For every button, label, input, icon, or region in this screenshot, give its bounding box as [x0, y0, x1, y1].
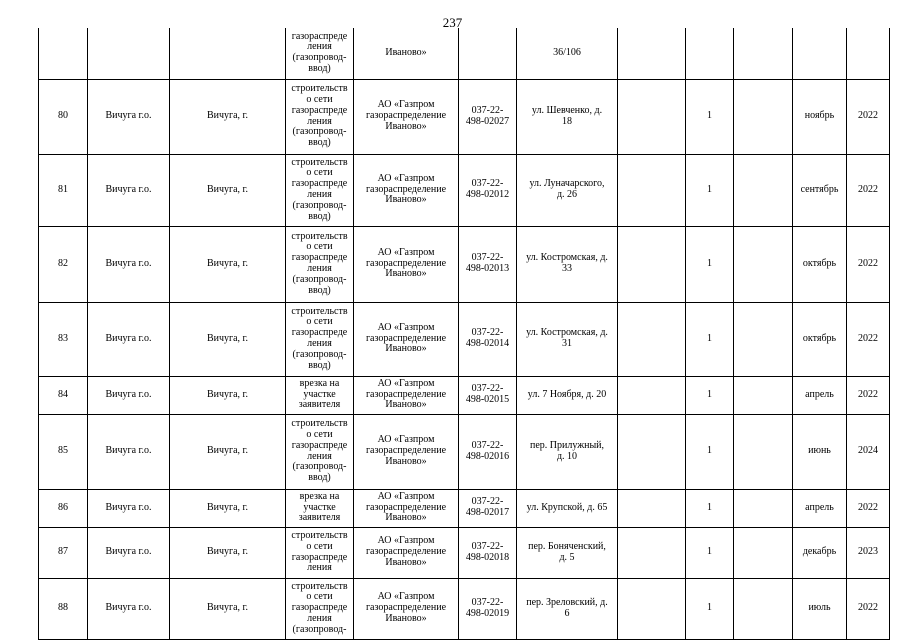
month-cell: декабрь	[793, 527, 847, 578]
blank-cell	[618, 527, 686, 578]
permit-code-cell-line: 037-22-	[471, 104, 504, 116]
blank-cell	[734, 154, 793, 226]
row-number-cell: 84	[39, 376, 88, 414]
organization-cell-line: газораспределение	[365, 332, 447, 344]
address-cell	[517, 527, 618, 578]
work-type-cell-line: ления	[307, 562, 332, 574]
permit-code-cell	[459, 28, 517, 79]
permit-code-cell	[459, 79, 517, 154]
work-type-cell-line: (газопровод-	[292, 623, 347, 635]
work-type-cell-line: газораспреде	[291, 551, 348, 563]
blank-cell	[734, 226, 793, 302]
organization-cell-line: газораспределение	[365, 501, 447, 513]
work-type-cell-line: строительств	[291, 580, 348, 592]
address-cell	[517, 302, 618, 376]
work-type-cell-line: газораспреде	[291, 30, 348, 42]
work-type-cell	[286, 414, 354, 489]
year-cell: 2024	[847, 414, 890, 489]
row-number-cell: 86	[39, 489, 88, 527]
work-type-cell-line: строительств	[291, 529, 348, 541]
address-cell-line: ул. Костромская, д.	[526, 252, 608, 264]
organization-cell-line: АО «Газпром	[377, 591, 435, 603]
row-number-cell: 85	[39, 414, 88, 489]
year-cell: 2023	[847, 527, 890, 578]
organization-cell	[354, 489, 459, 527]
settlement-cell: Вичуга, г.	[170, 79, 286, 154]
year-cell: 2022	[847, 154, 890, 226]
permit-code-cell	[459, 302, 517, 376]
permit-code-cell-line: 498-02027	[465, 115, 510, 127]
permit-code-cell-line: 498-02015	[465, 394, 510, 405]
organization-cell	[354, 376, 459, 414]
year-cell: 2022	[847, 226, 890, 302]
table-row	[39, 489, 890, 527]
blank-cell	[734, 28, 793, 79]
work-type-cell	[286, 226, 354, 302]
work-type-cell-line: газораспреде	[291, 439, 348, 451]
work-type-cell-line: газораспреде	[291, 178, 348, 190]
permit-code-cell-line: 037-22-	[471, 596, 504, 608]
quantity-cell: 1	[686, 414, 734, 489]
row-number-cell	[39, 28, 88, 79]
row-number-cell: 82	[39, 226, 88, 302]
permit-code-cell	[459, 578, 517, 639]
work-type-cell-line: заявителя	[298, 399, 341, 411]
organization-cell	[354, 28, 459, 79]
district-cell: Вичуга г.о.	[88, 154, 170, 226]
quantity-cell: 1	[686, 489, 734, 527]
work-type-cell-line: ввод)	[308, 359, 331, 371]
month-cell: октябрь	[793, 226, 847, 302]
address-cell	[517, 154, 618, 226]
settlement-cell: Вичуга, г.	[170, 527, 286, 578]
district-cell: Вичуга г.о.	[88, 578, 170, 639]
address-cell-line: 36/106	[553, 46, 581, 58]
work-type-cell	[286, 527, 354, 578]
work-type-cell-line: ления	[307, 41, 332, 53]
year-cell: 2022	[847, 79, 890, 154]
month-cell: апрель	[793, 489, 847, 527]
organization-cell-line: газораспределение	[365, 546, 447, 558]
quantity-cell: 1	[686, 527, 734, 578]
work-type-cell-line: ввод)	[308, 472, 331, 484]
row-number-cell: 88	[39, 578, 88, 639]
work-type-cell-line: ввод)	[308, 137, 331, 149]
organization-cell-line: АО «Газпром	[377, 490, 435, 502]
permit-code-cell-line: 037-22-	[471, 252, 504, 264]
work-type-cell	[286, 489, 354, 527]
table-row	[39, 527, 890, 578]
work-type-cell-line: газораспреде	[291, 252, 348, 264]
table-row	[39, 302, 890, 376]
organization-cell-line: газораспределение	[365, 388, 447, 400]
organization-cell-line: Иваново»	[385, 512, 427, 524]
work-type-cell-line: о сети	[306, 241, 333, 253]
permit-code-cell-line: 037-22-	[471, 496, 504, 508]
address-cell-line: пер. Прилужный,	[529, 439, 605, 451]
work-type-cell-line: (газопровод-	[292, 199, 347, 211]
blank-cell	[618, 226, 686, 302]
organization-cell	[354, 578, 459, 639]
month-cell: сентябрь	[793, 154, 847, 226]
organization-cell-line: АО «Газпром	[377, 172, 435, 184]
blank-cell	[734, 489, 793, 527]
work-type-cell	[286, 578, 354, 639]
quantity-cell: 1	[686, 154, 734, 226]
row-number-cell: 83	[39, 302, 88, 376]
address-cell-line: 18	[562, 115, 572, 127]
page-number: 237	[442, 15, 463, 30]
work-type-cell-line: ления	[307, 263, 332, 274]
work-type-cell-line: ввод)	[308, 63, 331, 75]
work-type-cell-line: строительств	[291, 156, 348, 168]
organization-cell-line: Иваново»	[385, 455, 427, 467]
permit-code-cell-line: 037-22-	[471, 178, 504, 190]
settlement-cell: Вичуга, г.	[170, 414, 286, 489]
address-cell-line: ул. Луначарского,	[529, 178, 605, 190]
district-cell: Вичуга г.о.	[88, 376, 170, 414]
row-number-cell: 80	[39, 79, 88, 154]
organization-cell-line: АО «Газпром	[377, 535, 435, 547]
blank-cell	[618, 79, 686, 154]
district-cell: Вичуга г.о.	[88, 414, 170, 489]
address-cell-line: пер. Боняченский,	[528, 540, 606, 552]
work-type-cell	[286, 28, 354, 79]
blank-cell	[734, 414, 793, 489]
district-cell: Вичуга г.о.	[88, 527, 170, 578]
work-type-cell-line: о сети	[306, 428, 333, 440]
organization-cell-line: газораспределение	[365, 183, 447, 195]
year-cell: 2022	[847, 302, 890, 376]
organization-cell-line: газораспределение	[365, 602, 447, 614]
organization-cell-line: Иваново»	[385, 399, 427, 411]
table-row	[39, 578, 890, 639]
work-type-cell-line: врезка на	[299, 490, 340, 502]
work-type-cell-line: ления	[307, 612, 332, 624]
organization-cell-line: Иваново»	[385, 556, 427, 568]
work-type-cell	[286, 376, 354, 414]
permit-code-cell	[459, 414, 517, 489]
address-cell-line: ул. Шевченко, д.	[531, 104, 603, 116]
address-cell-line: 33	[562, 263, 572, 274]
permit-code-cell	[459, 527, 517, 578]
address-cell-line: ул. Крупской, д. 65	[526, 501, 608, 513]
blank-cell	[618, 489, 686, 527]
work-type-cell-line: о сети	[306, 167, 333, 179]
table-row	[39, 376, 890, 414]
address-cell	[517, 79, 618, 154]
organization-cell-line: газораспределение	[365, 445, 447, 457]
month-cell: октябрь	[793, 302, 847, 376]
permit-code-cell-line: 037-22-	[471, 540, 504, 552]
table-row	[39, 79, 890, 154]
work-type-cell-line: ления	[307, 115, 332, 127]
blank-cell	[618, 154, 686, 226]
blank-cell	[618, 302, 686, 376]
permit-code-cell-line: 498-02012	[465, 189, 510, 200]
table-row	[39, 28, 890, 79]
month-cell: апрель	[793, 376, 847, 414]
work-type-cell-line: участке	[303, 388, 336, 400]
address-cell-line: 31	[562, 338, 572, 349]
year-cell: 2022	[847, 578, 890, 639]
table-row	[39, 414, 890, 489]
work-type-cell-line: ления	[307, 189, 332, 200]
quantity-cell: 1	[686, 376, 734, 414]
work-type-cell-line: о сети	[306, 591, 333, 603]
work-type-cell-line: строительств	[291, 230, 348, 242]
quantity-cell: 1	[686, 226, 734, 302]
permit-code-cell	[459, 489, 517, 527]
blank-cell	[734, 527, 793, 578]
organization-cell-line: Иваново»	[385, 612, 427, 624]
blank-cell	[734, 578, 793, 639]
work-type-cell-line: (газопровод-	[292, 348, 347, 360]
work-type-cell	[286, 154, 354, 226]
settlement-cell: Вичуга, г.	[170, 376, 286, 414]
permit-code-cell-line: 498-02013	[465, 263, 510, 274]
work-type-cell-line: газораспреде	[291, 104, 348, 116]
address-cell-line: ул. 7 Ноября, д. 20	[527, 388, 607, 400]
blank-cell	[618, 376, 686, 414]
permit-code-cell-line: 498-02019	[465, 607, 510, 619]
settlement-cell: Вичуга, г.	[170, 489, 286, 527]
work-type-cell-line: участке	[303, 501, 336, 513]
work-type-cell-line: ввод)	[308, 284, 331, 296]
permit-code-cell-line: 498-02017	[465, 507, 510, 518]
permit-code-cell	[459, 154, 517, 226]
quantity-cell: 1	[686, 302, 734, 376]
quantity-cell: 1	[686, 79, 734, 154]
permit-code-cell-line: 037-22-	[471, 383, 504, 395]
organization-cell-line: АО «Газпром	[377, 377, 435, 389]
organization-cell	[354, 226, 459, 302]
organization-cell-line: Иваново»	[385, 343, 427, 355]
settlement-cell	[170, 28, 286, 79]
district-cell: Вичуга г.о.	[88, 489, 170, 527]
row-number-cell: 87	[39, 527, 88, 578]
organization-cell	[354, 414, 459, 489]
work-type-cell-line: строительств	[291, 418, 348, 430]
organization-cell-line: Иваново»	[385, 120, 427, 132]
quantity-cell: 1	[686, 578, 734, 639]
work-type-cell-line: ления	[307, 338, 332, 349]
address-cell-line: д. 26	[556, 189, 578, 200]
address-cell	[517, 578, 618, 639]
address-cell-line: пер. Зреловский, д.	[526, 596, 608, 608]
work-type-cell	[286, 79, 354, 154]
work-type-cell-line: ввод)	[308, 210, 331, 222]
year-cell: 2022	[847, 489, 890, 527]
organization-cell-line: АО «Газпром	[377, 246, 435, 258]
organization-cell	[354, 527, 459, 578]
table-row	[39, 154, 890, 226]
work-type-cell-line: врезка на	[299, 377, 340, 389]
address-cell-line: 6	[564, 607, 570, 619]
district-cell: Вичуга г.о.	[88, 302, 170, 376]
organization-cell-line: Иваново»	[385, 268, 427, 280]
work-type-cell-line: (газопровод-	[292, 461, 347, 473]
address-cell	[517, 376, 618, 414]
work-type-cell-line: о сети	[306, 316, 333, 328]
settlement-cell: Вичуга, г.	[170, 226, 286, 302]
district-cell	[88, 28, 170, 79]
table-row	[39, 226, 890, 302]
organization-cell-line: Иваново»	[385, 194, 427, 206]
permit-code-cell	[459, 376, 517, 414]
organization-cell-line: газораспределение	[365, 257, 447, 269]
work-type-cell-line: строительств	[291, 305, 348, 317]
organization-cell-line: Иваново»	[385, 46, 427, 58]
address-cell	[517, 414, 618, 489]
work-type-cell-line: о сети	[306, 93, 333, 105]
month-cell	[793, 28, 847, 79]
blank-cell	[734, 302, 793, 376]
work-type-cell-line: заявителя	[298, 512, 341, 524]
permit-code-cell-line: 037-22-	[471, 327, 504, 339]
work-type-cell-line: газораспреде	[291, 602, 348, 614]
settlement-cell: Вичуга, г.	[170, 578, 286, 639]
year-cell: 2022	[847, 376, 890, 414]
organization-cell	[354, 302, 459, 376]
work-type-cell-line: ления	[307, 450, 332, 462]
address-cell	[517, 28, 618, 79]
blank-cell	[618, 578, 686, 639]
organization-cell-line: АО «Газпром	[377, 321, 435, 333]
settlement-cell: Вичуга, г.	[170, 302, 286, 376]
work-type-cell-line: строительств	[291, 83, 348, 95]
permit-code-cell-line: 498-02014	[465, 338, 510, 349]
address-cell	[517, 489, 618, 527]
row-number-cell: 81	[39, 154, 88, 226]
work-type-cell-line: о сети	[306, 540, 333, 552]
year-cell	[847, 28, 890, 79]
organization-cell	[354, 79, 459, 154]
blank-cell	[618, 414, 686, 489]
work-type-cell	[286, 302, 354, 376]
work-type-cell-line: газораспреде	[291, 327, 348, 339]
permit-code-cell	[459, 226, 517, 302]
gas-connection-table	[38, 28, 890, 640]
month-cell: июль	[793, 578, 847, 639]
address-cell-line: д. 5	[559, 551, 575, 563]
organization-cell-line: газораспределение	[365, 110, 447, 122]
blank-cell	[734, 376, 793, 414]
month-cell: ноябрь	[793, 79, 847, 154]
work-type-cell-line: (газопровод-	[292, 52, 347, 64]
organization-cell-line: АО «Газпром	[377, 434, 435, 446]
district-cell: Вичуга г.о.	[88, 79, 170, 154]
blank-cell	[734, 79, 793, 154]
address-cell-line: ул. Костромская, д.	[526, 327, 608, 339]
address-cell-line: д. 10	[556, 450, 578, 462]
organization-cell	[354, 154, 459, 226]
permit-code-cell-line: 498-02016	[465, 450, 510, 462]
month-cell: июнь	[793, 414, 847, 489]
address-cell	[517, 226, 618, 302]
permit-code-cell-line: 498-02018	[465, 551, 510, 563]
organization-cell-line: АО «Газпром	[377, 99, 435, 111]
district-cell: Вичуга г.о.	[88, 226, 170, 302]
settlement-cell: Вичуга, г.	[170, 154, 286, 226]
quantity-cell	[686, 28, 734, 79]
work-type-cell-line: (газопровод-	[292, 273, 347, 285]
work-type-cell-line: (газопровод-	[292, 126, 347, 138]
permit-code-cell-line: 037-22-	[471, 439, 504, 451]
blank-cell	[618, 28, 686, 79]
